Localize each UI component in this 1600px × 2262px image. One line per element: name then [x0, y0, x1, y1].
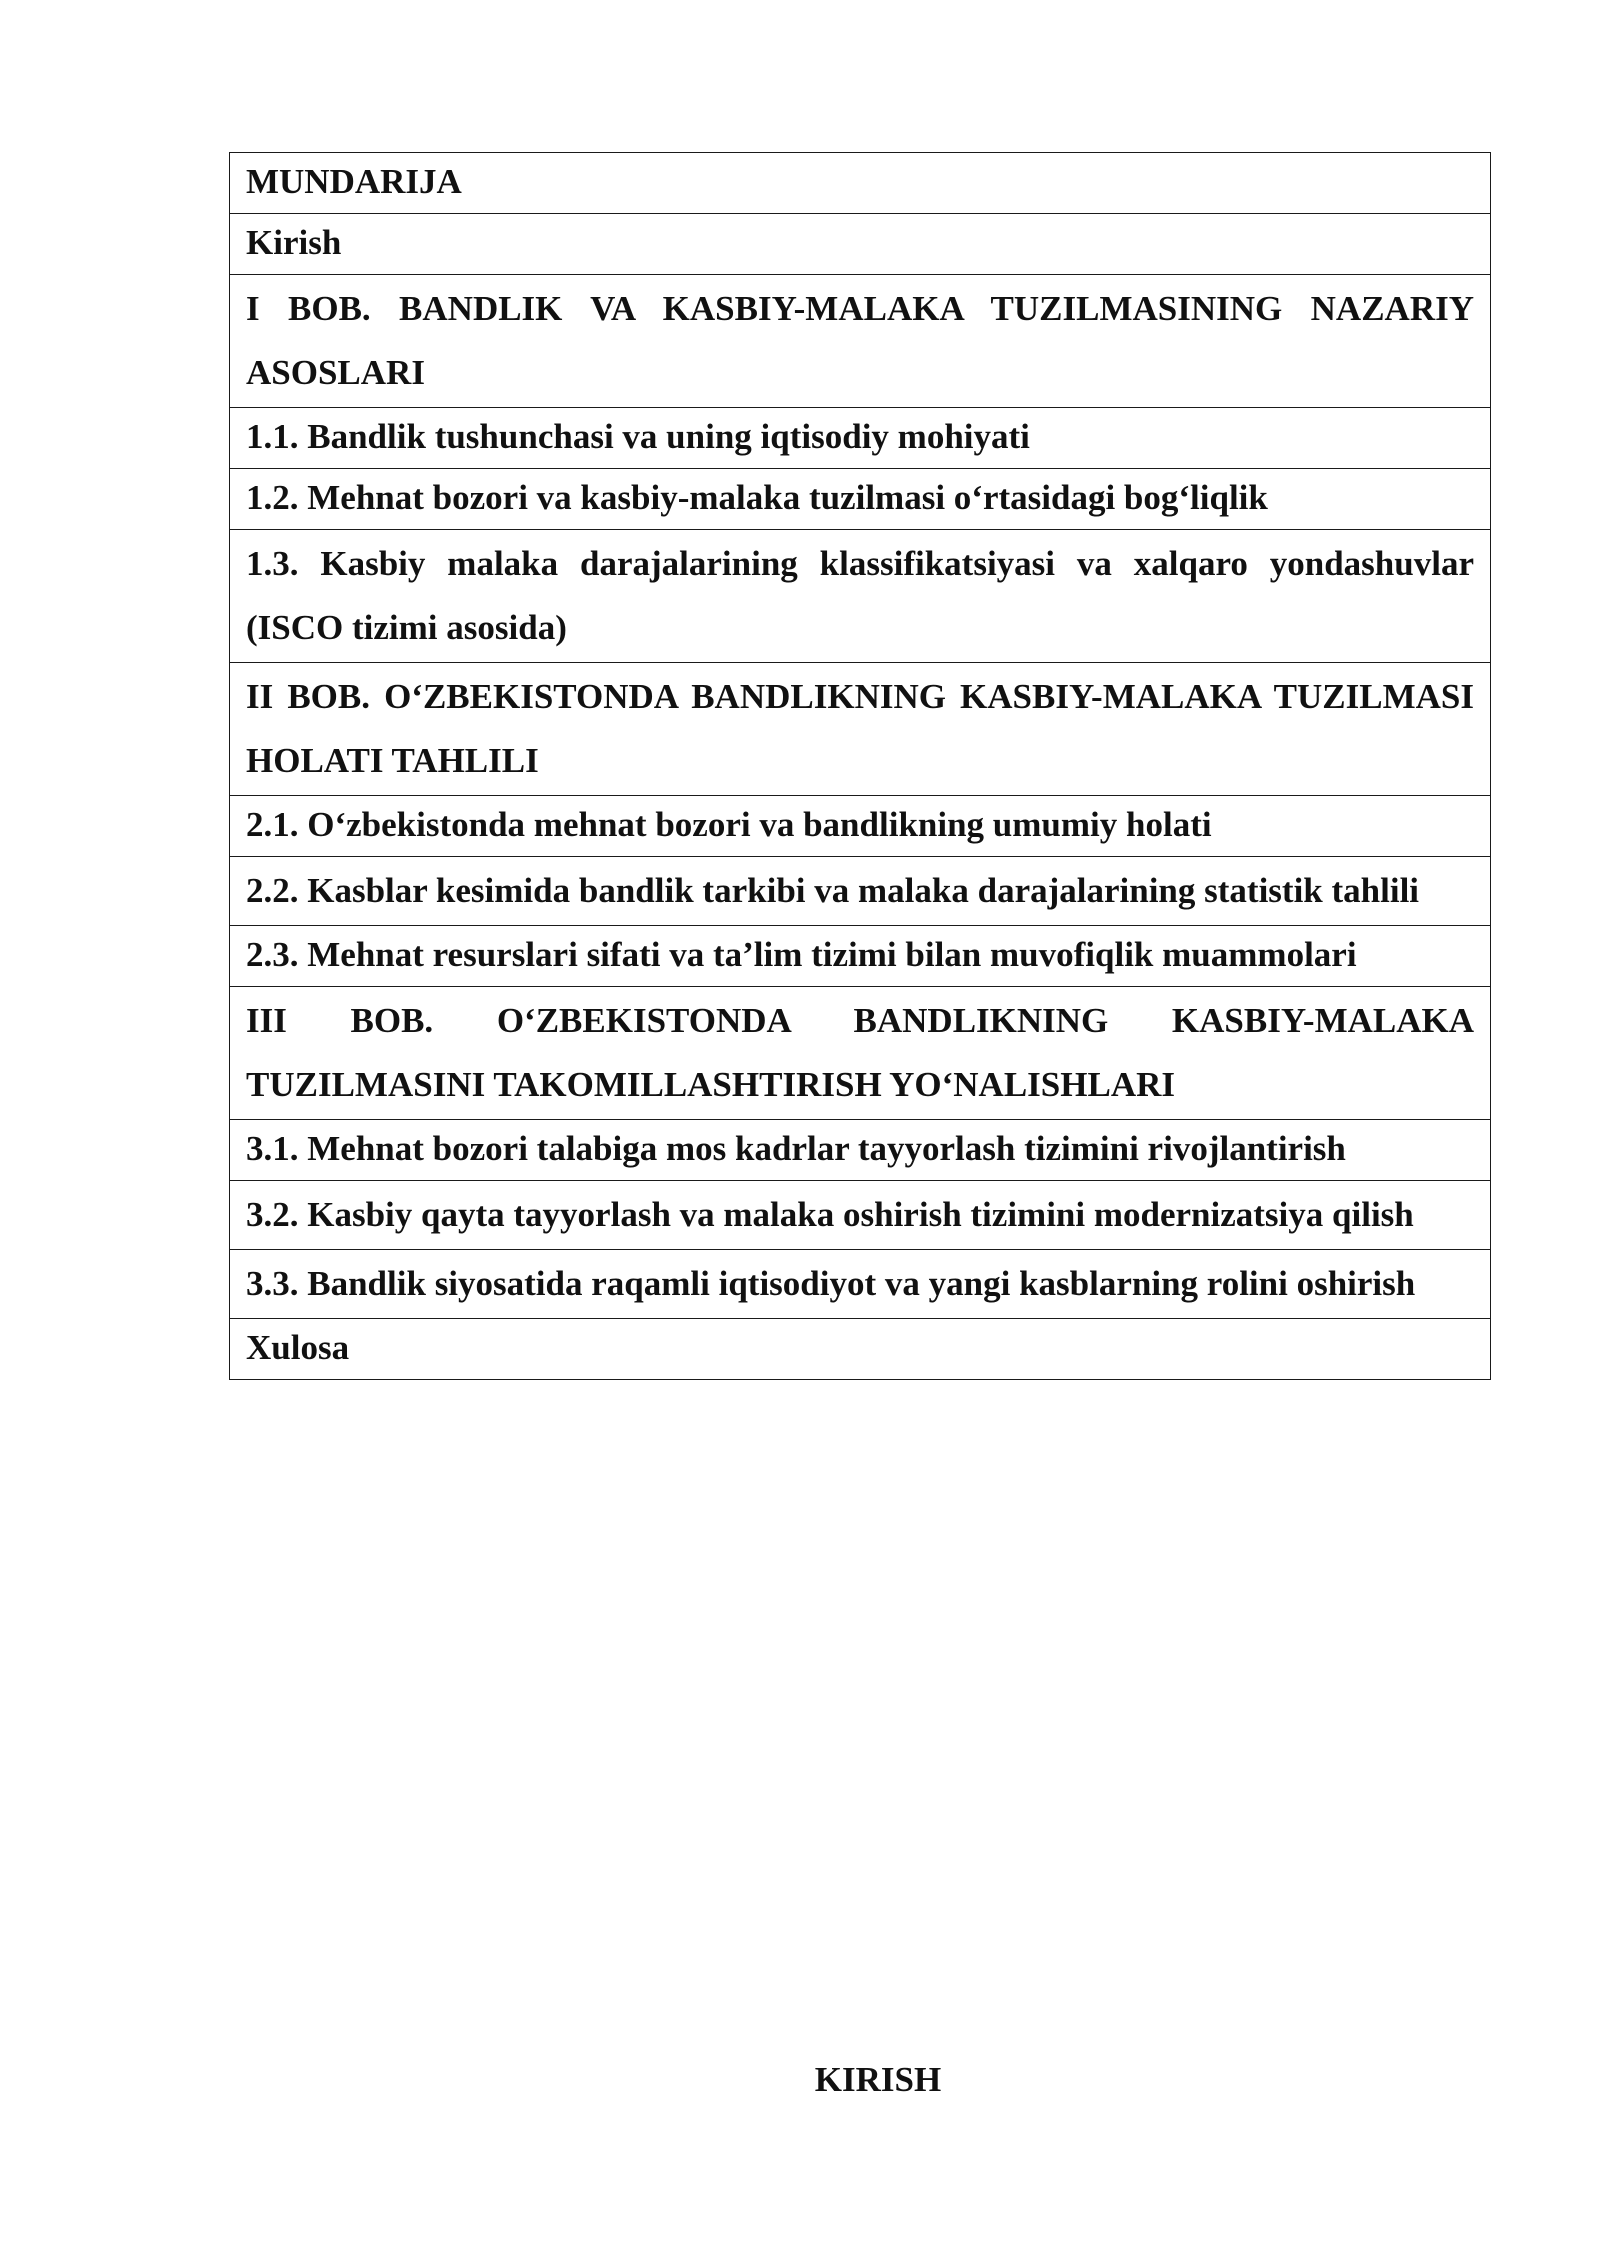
toc-row [230, 1319, 1491, 1380]
toc-entry: Kirish [230, 214, 1491, 275]
toc-row [230, 153, 1491, 214]
toc-entry: 2.1. Oʻzbekistonda mehnat bozori va bandlikning umumiy holati [230, 796, 1491, 857]
toc-entry: I BOB. BANDLIK VA KASBIY-MALAKA TUZILMASINING NAZARIY ASOSLARI [230, 275, 1491, 408]
toc-entry: II BOB. OʻZBEKISTONDA BANDLIKNING KASBIY-MALAKA TUZILMASI HOLATI TAHLILI [230, 663, 1491, 796]
toc-row [230, 214, 1491, 275]
toc-body [230, 153, 1491, 1380]
toc-row [230, 857, 1491, 926]
toc-entry: MUNDARIJA [230, 153, 1491, 214]
toc-entry: 3.3. Bandlik siyosatida raqamli iqtisodiyot va yangi kasblarning rolini oshirish [230, 1250, 1491, 1319]
toc-row [230, 530, 1491, 663]
toc-row [230, 408, 1491, 469]
toc-entry: 3.1. Mehnat bozori talabiga mos kadrlar tayyorlash tizimini rivojlantirish [230, 1120, 1491, 1181]
toc-row [230, 796, 1491, 857]
toc-entry: 3.2. Kasbiy qayta tayyorlash va malaka oshirish tizimini modernizatsiya qilish [230, 1181, 1491, 1250]
toc-row [230, 1181, 1491, 1250]
toc-row [230, 469, 1491, 530]
toc-entry: 1.1. Bandlik tushunchasi va uning iqtisodiy mohiyati [230, 408, 1491, 469]
toc-entry: Xulosa [230, 1319, 1491, 1380]
toc-entry: 1.3. Kasbiy malaka darajalarining klassifikatsiyasi va xalqaro yondashuvlar (ISCO tizimi asosida) [230, 530, 1491, 663]
toc-row [230, 1250, 1491, 1319]
toc-row [230, 987, 1491, 1120]
table-of-contents [229, 152, 1491, 1380]
toc-row [230, 1120, 1491, 1181]
section-heading: KIRISH [814, 2060, 942, 2099]
toc-row [230, 663, 1491, 796]
toc-entry: 2.2. Kasblar kesimida bandlik tarkibi va malaka darajalarining statistik tahlili [230, 857, 1491, 926]
toc-row [230, 275, 1491, 408]
toc-entry: III BOB. OʻZBEKISTONDA BANDLIKNING KASBIY-MALAKA TUZILMASINI TAKOMILLASHTIRISH YOʻNALISHLARI [230, 987, 1491, 1120]
toc-row [230, 926, 1491, 987]
toc-entry: 2.3. Mehnat resurslari sifati va ta’lim tizimi bilan muvofiqlik muammolari [230, 926, 1491, 987]
toc-entry: 1.2. Mehnat bozori va kasbiy-malaka tuzilmasi oʻrtasidagi bogʻliqlik [230, 469, 1491, 530]
